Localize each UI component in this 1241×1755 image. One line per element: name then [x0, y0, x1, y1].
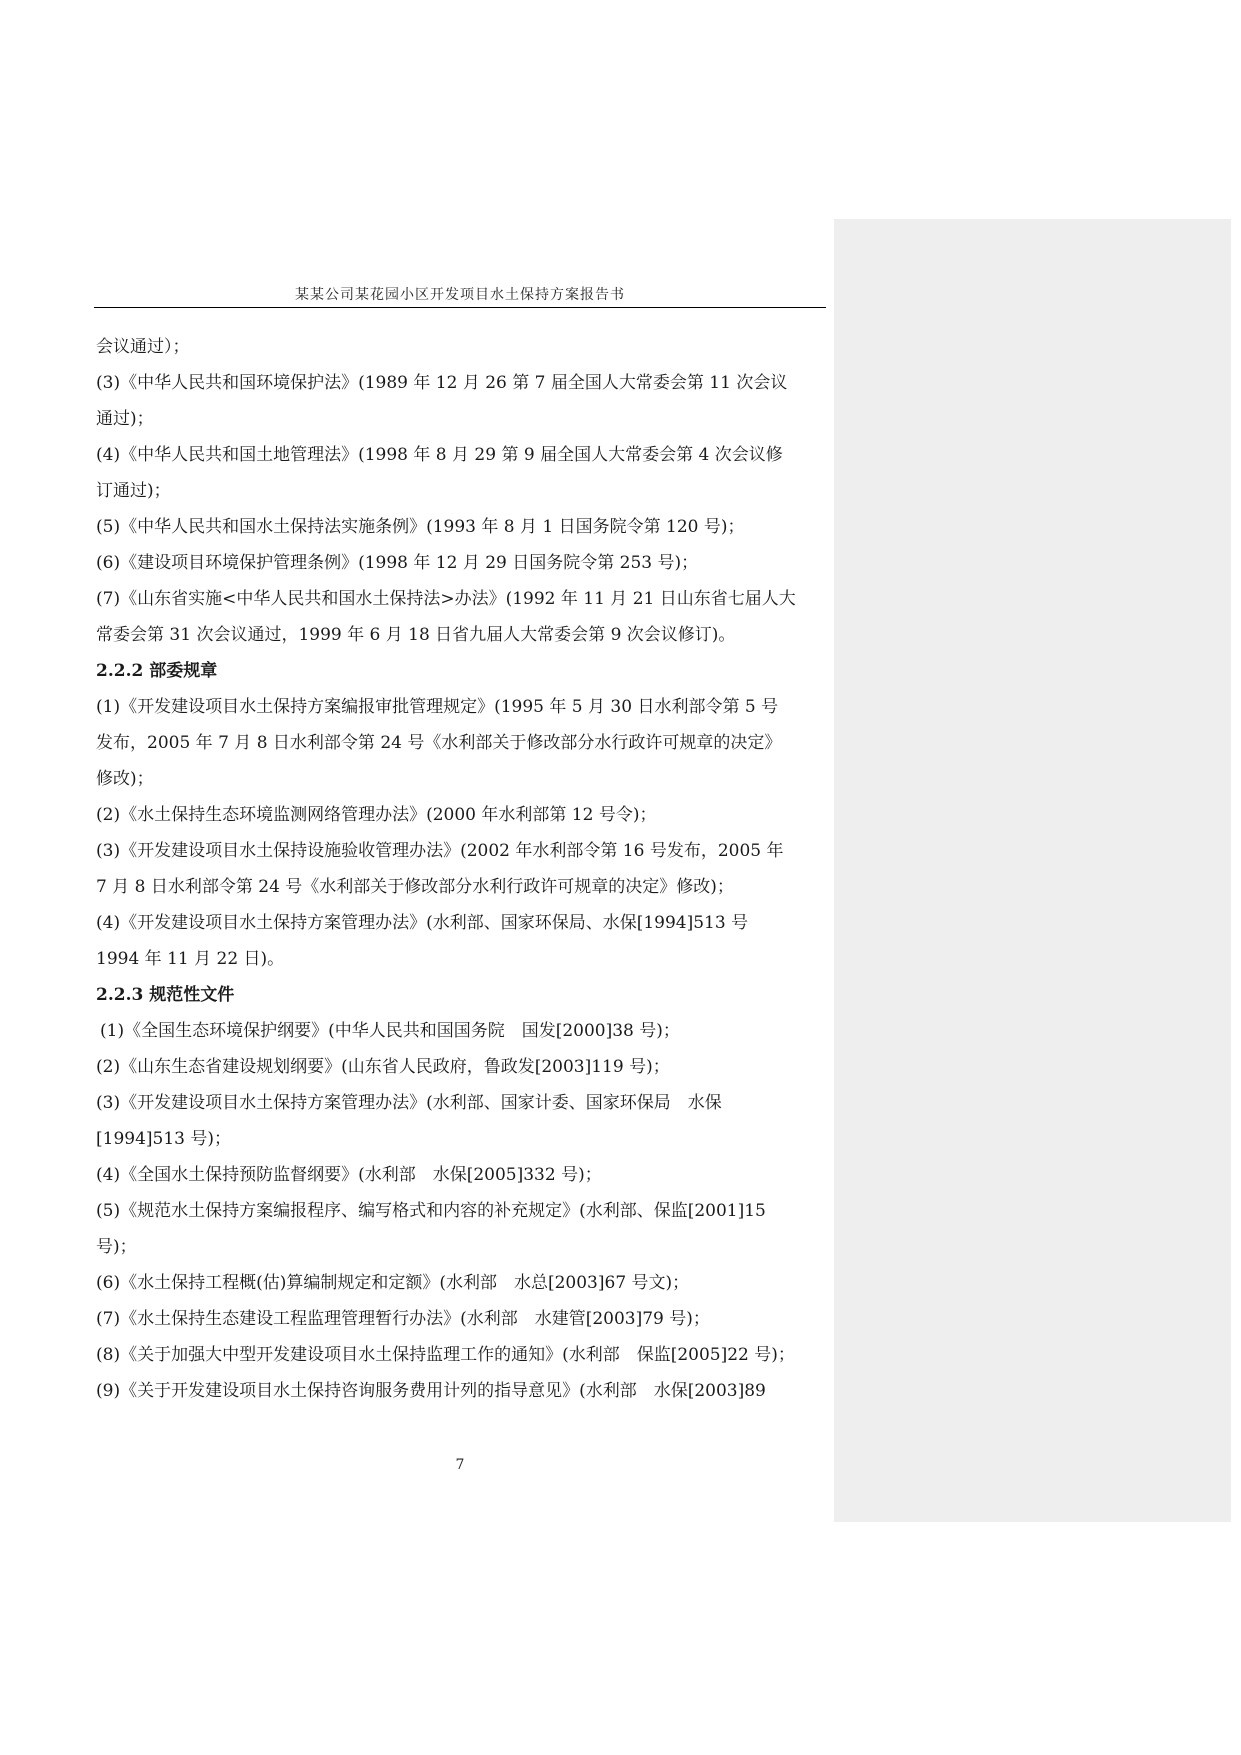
text-line: (4)《开发建设项目水土保持方案管理办法》(水利部、国家环保局、水保[1994]513 号: [96, 913, 749, 933]
text-line: (7)《水土保持生态建设工程监理管理暂行办法》(水利部 水建管[2003]79 号)；: [96, 1309, 710, 1329]
section-heading: 2.2.2 部委规章: [96, 661, 218, 681]
page-header: 某某公司某花园小区开发项目水土保持方案报告书: [295, 287, 625, 303]
comment-pane: [834, 219, 1231, 1522]
document-body: [96, 329, 834, 1409]
text-line: (2)《水土保持生态环境监测网络管理办法》(2000 年水利部第 12 号令)；: [96, 805, 657, 825]
text-line: (4)《中华人民共和国土地管理法》(1998 年 8 月 29 第 9 届全国人大常委会第 4 次会议修: [96, 445, 783, 465]
text-line: (1)《全国生态环境保护纲要》(中华人民共和国国务院 国发[2000]38 号)；: [100, 1021, 680, 1041]
text-line: (1)《开发建设项目水土保持方案编报审批管理规定》(1995 年 5 月 30 日水利部令第 5 号: [96, 697, 779, 717]
text-line: (3)《中华人民共和国环境保护法》(1989 年 12 月 26 第 7 届全国人大常委会第 11 次会议: [96, 373, 788, 393]
text-line: (5)《规范水土保持方案编报程序、编写格式和内容的补充规定》(水利部、保监[2001]15: [96, 1201, 766, 1221]
text-line: (7)《山东省实施<中华人民共和国水土保持法>办法》(1992 年 11 月 21 日山东省七届人大: [96, 589, 796, 609]
text-line: [1994]513 号)；: [96, 1129, 232, 1149]
text-line: (4)《全国水土保持预防监督纲要》(水利部 水保[2005]332 号)；: [96, 1165, 602, 1185]
text-line: 发布，2005 年 7 月 8 日水利部令第 24 号《水利部关于修改部分水行政许可规章的决定》: [96, 733, 782, 753]
text-line: (5)《中华人民共和国水土保持法实施条例》(1993 年 8 月 1 日国务院令第 120 号)；: [96, 517, 745, 537]
text-line: 1994 年 11 月 22 日)。: [96, 949, 285, 969]
text-line: (2)《山东生态省建设规划纲要》(山东省人民政府，鲁政发[2003]119 号)；: [96, 1057, 670, 1077]
text-line: 会议通过）；: [96, 337, 190, 357]
text-line: (3)《开发建设项目水土保持设施验收管理办法》(2002 年水利部令第 16 号发布，2005 年: [96, 841, 784, 861]
text-line: 号)；: [96, 1237, 137, 1257]
text-line: (3)《开发建设项目水土保持方案管理办法》(水利部、国家计委、国家环保局 水保: [96, 1093, 722, 1113]
header-rule: [94, 307, 826, 308]
page-number: 7: [455, 1457, 465, 1473]
text-line: (8)《关于加强大中型开发建设项目水土保持监理工作的通知》(水利部 保监[2005]22 号)；: [96, 1345, 795, 1365]
text-line: (9)《关于开发建设项目水土保持咨询服务费用计列的指导意见》(水利部 水保[2003]89: [96, 1381, 766, 1401]
text-line: 修改)；: [96, 769, 154, 789]
text-line: (6)《水土保持工程概(估)算编制规定和定额》(水利部 水总[2003]67 号文)；: [96, 1273, 690, 1293]
text-line: 订通过)；: [96, 481, 171, 501]
text-line: 通过)；: [96, 409, 154, 429]
section-heading: 2.2.3 规范性文件: [96, 985, 235, 1005]
text-line: (6)《建设项目环境保护管理条例》(1998 年 12 月 29 日国务院令第 253 号)；: [96, 553, 699, 573]
text-line: 常委会第 31 次会议通过，1999 年 6 月 18 日省九届人大常委会第 9 次会议修订)。: [96, 625, 736, 645]
text-line: 7 月 8 日水利部令第 24 号《水利部关于修改部分水利行政许可规章的决定》修改)；: [96, 877, 734, 897]
